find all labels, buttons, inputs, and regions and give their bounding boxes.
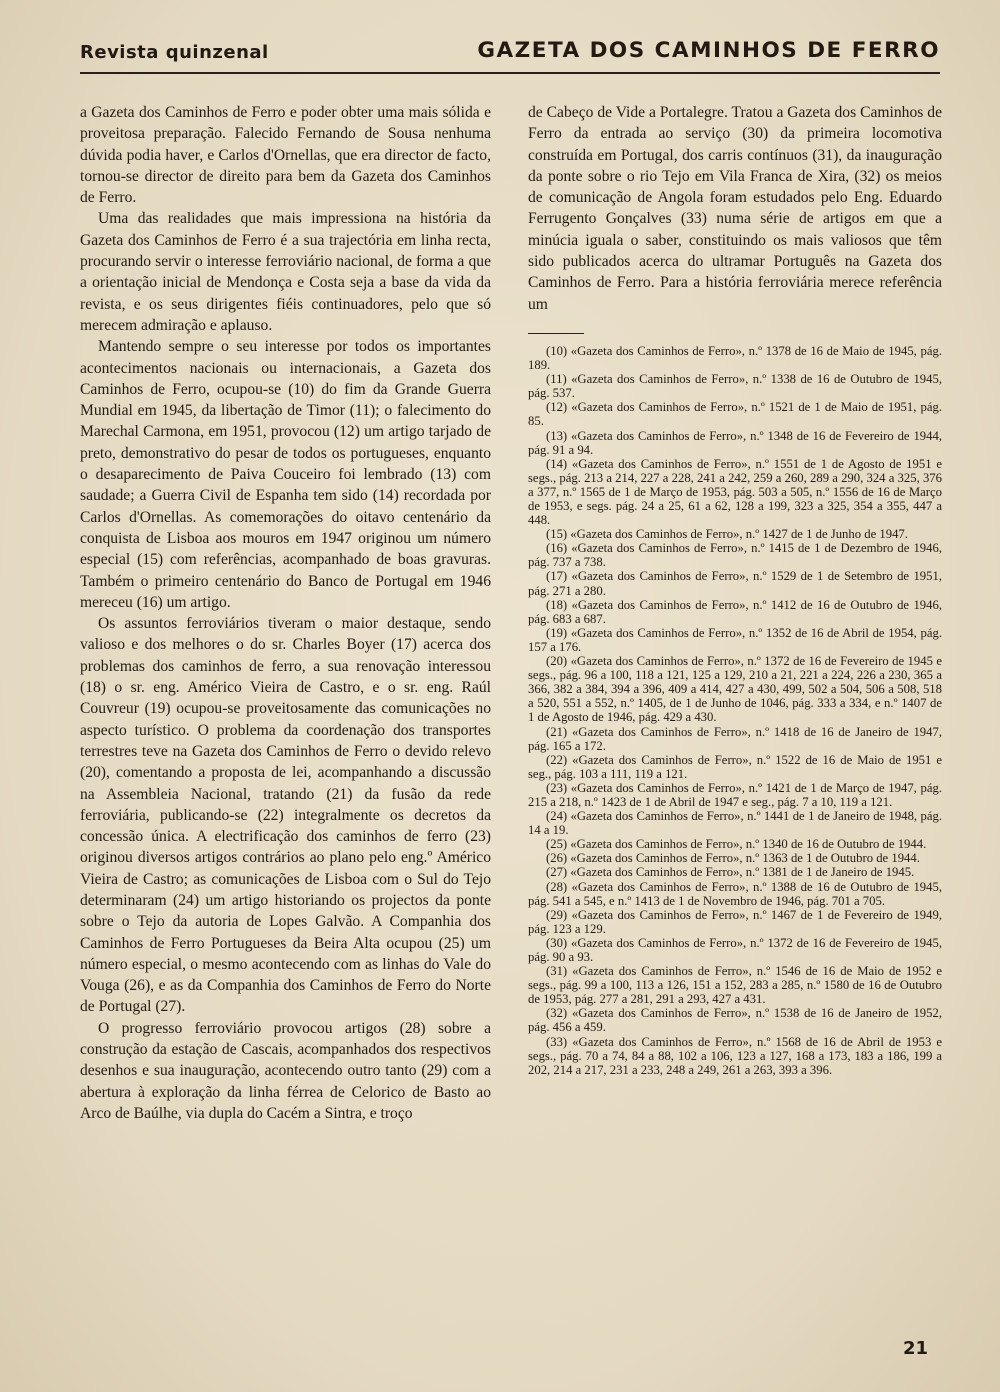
right-column [528,102,942,1077]
footnote: (12) «Gazeta dos Caminhos de Ferro», n.º 1521 de 1 de Maio de 1951, pág. 85. [528,400,942,429]
footnote: (32) «Gazeta dos Caminhos de Ferro», n.º 1538 de 16 de Janeiro de 1952, pág. 456 a 459. [528,1006,942,1035]
paragraph: O progresso ferroviário provocou artigos (28) sobre a construção da estação de Cascais, acompanhados dos respectivos desenhos e sua inauguração, acontecendo outro tanto (29) com a abertura à exploração da linha férrea de Celorico de Basto ao Arco de Baúlhe, via dupla do Cacém a Sintra, e troço [80,1019,491,1122]
footnote: (25) «Gazeta dos Caminhos de Ferro», n.º 1340 de 16 de Outubro de 1944. [546,837,927,852]
running-header [80,36,940,74]
paragraph: de Cabeço de Vide a Portalegre. Tratou a Gazeta dos Caminhos de Ferro da entrada ao serviço (30) da primeira locomotiva construída em Portugal, dos carris contínuos (31), da inauguração da ponte sobre o rio Tejo em Vila Franca de Xira, (32) os meios de comunicação de Angola foram estudados pelo Eng. Eduardo Ferrugento Gonçalves (33) numa série de artigos em que a minúcia iguala o saber, constituindo os mais valiosos que têm sido publicados acerca do ultramar Português na Gazeta dos Caminhos de Ferro. Para a história ferroviária merece referência um [528,104,942,313]
footnote: (23) «Gazeta dos Caminhos de Ferro», n.º 1421 de 1 de Março de 1947, pág. 215 a 218, n.º 1423 de 1 de Abril de 1947 e seg., pág. 7 a 10, 119 a 121. [528,780,942,809]
footnote: (20) «Gazeta dos Caminhos de Ferro», n.º 1372 de 16 de Fevereiro de 1945 e segs., pág. 96 a 100, 118 a 121, 125 a 129, 210 a 21, 221 a 224, 226 a 230, 365 a 366, 382 a 384, 394 a 396, 409 a 414, 427 a 430, 499, 502 a 504, 506 a 508, 518 a 520, 551 a 552, n.º 1405, de 1 de Junho de 1046, pág. 333 a 334, e n.º 1407 de 1 de Agosto de 1946, pág. 429 a 430. [528,654,942,725]
paragraph: a Gazeta dos Caminhos de Ferro e poder obter uma mais sólida e proveitosa preparação. Falecido Fernando de Sousa nenhuma dúvida podia haver, e Carlos d'Ornellas, que era director de facto, tornou-se director de direito para bem da Gazeta dos Caminhos de Ferro. [80,104,491,207]
footnote: (28) «Gazeta dos Caminhos de Ferro», n.º 1388 de 16 de Outubro de 1945, pág. 541 a 545, e n.º 1413 de 1 de Novembro de 1946, pág. 701 a 705. [528,879,942,908]
header-left-title: Revista quinzenal [80,42,269,63]
footnote: (26) «Gazeta dos Caminhos de Ferro», n.º 1363 de 1 de Outubro de 1944. [546,851,920,866]
footnote: (11) «Gazeta dos Caminhos de Ferro», n.º 1338 de 16 de Outubro de 1945, pág. 537. [528,372,942,401]
footnote: (24) «Gazeta dos Caminhos de Ferro», n.º 1441 de 1 de Janeiro de 1948, pág. 14 a 19. [528,809,942,838]
footnote: (15) «Gazeta dos Caminhos de Ferro», n.º 1427 de 1 de Junho de 1947. [546,527,908,542]
footnotes-divider [528,333,584,334]
page-number: 21 [902,1338,928,1359]
footnote: (27) «Gazeta dos Caminhos de Ferro», n.º 1381 de 1 de Janeiro de 1945. [546,865,915,880]
footnote: (14) «Gazeta dos Caminhos de Ferro», n.º 1551 de 1 de Agosto de 1951 e segs., pág. 213 a 214, 227 a 228, 241 a 242, 259 a 260, 289 a 290, 324 a 325, 376 a 377, n.º 1565 de 1 de Março de 1953, pág. 503 a 505, n.º 1556 de 16 de Março de 1953, e segs. pág. 24 a 25, 61 a 62, 128 a 199, 323 a 325, 354 a 355, 447 a 448. [528,456,942,528]
paragraph: Os assuntos ferroviários tiveram o maior destaque, sendo valioso e dos melhores o do sr. Charles Boyer (17) acerca dos problemas dos caminhos de ferro, a sua renovação interessou (18) o sr. eng. Américo Vieira de Castro, e o sr. eng. Raúl Couvreur (19) ocupou-se proveitosamente das comunicações no aspecto turístico. O problema da coordenação dos transportes terrestres teve na Gazeta dos Caminhos de Ferro o devido relevo (20), comentando a proposta de lei, acompanhando a discussão na Assembleia Nacional, tratando (21) da fusão da rede ferroviária, publicando-se (22) integralmente os decretos da concessão única. A electrificação dos caminhos de ferro (23) originou diversos artigos contrários ao plano pelo eng.º Américo Vieira de Castro; as comunicações de Lisboa com o Sul do Tejo determinaram (24) um artigo historiando os projectos da ponte sobre o Tejo da autoria de Lopes Galvão. A Companhia dos Caminhos de Ferro Portugueses da Beira Alta ocupou (25) um número especial, o mesmo acontecendo com as linhas do Vale do Vouga (26), e as da Companhia dos Caminhos de Ferro do Norte de Portugal (27). [80,615,491,1016]
footnote: (16) «Gazeta dos Caminhos de Ferro», n.º 1415 de 1 de Dezembro de 1946, pág. 737 a 738. [528,541,942,570]
left-column [80,102,491,1124]
footnote: (19) «Gazeta dos Caminhos de Ferro», n.º 1352 de 16 de Abril de 1954, pág. 157 a 176. [528,625,942,654]
footnote: (18) «Gazeta dos Caminhos de Ferro», n.º 1412 de 16 de Outubro de 1946, pág. 683 a 687. [528,597,942,626]
footnote: (30) «Gazeta dos Caminhos de Ferro», n.º 1372 de 16 de Fevereiro de 1945, pág. 90 a 93. [528,935,942,964]
footnote: (22) «Gazeta dos Caminhos de Ferro», n.º 1522 de 16 de Maio de 1951 e seg., pág. 103 a 111, 119 a 121. [528,752,942,781]
header-right-title: GAZETA DOS CAMINHOS DE FERRO [477,38,940,63]
footnotes [528,344,942,1077]
footnote: (10) «Gazeta dos Caminhos de Ferro», n.º 1378 de 16 de Maio de 1945, pág. 189. [528,343,942,373]
footnote: (31) «Gazeta dos Caminhos de Ferro», n.º 1546 de 16 de Maio de 1952 e segs., pág. 99 a 100, 113 a 126, 151 a 152, 283 a 285, n.º 1580 de 16 de Outubro de 1953, pág. 277 a 281, 291 a 293, 427 a 431. [528,964,942,1007]
footnote: (21) «Gazeta dos Caminhos de Ferro», n.º 1418 de 16 de Janeiro de 1947, pág. 165 a 172. [528,724,942,753]
paragraph: Uma das realidades que mais impressiona na história da Gazeta dos Caminhos de Ferro é a sua trajectória em linha recta, procurando servir o interesse ferroviário nacional, de forma a que a orientação inicial de Mendonça e Costa seja a base da vida da revista, e os seus dirigentes fiéis continuadores, pelo que só merecem admiração e aplauso. [80,210,491,334]
paragraph: Mantendo sempre o seu interesse por todos os importantes acontecimentos nacionais ou internacionais, a Gazeta dos Caminhos de Ferro, ocupou-se (10) do fim da Grande Guerra Mundial em 1945, da libertação de Timor (11); o falecimento do Marechal Carmona, em 1951, provocou (12) um artigo tarjado de preto, demonstrativo do pesar de todos os portugueses, enquanto o desaparecimento de Paiva Couceiro foi lembrado (13) com saudade; a Guerra Civil de Espanha tem sido (14) recordada por Carlos d'Ornellas. As comemorações do oitavo centenário da conquista de Lisboa aos mouros em 1947 originou um número especial (15) com referências, acompanhado de boas gravuras. Também o primeiro centenário do Banco de Portugal em 1946 mereceu (16) um artigo. [80,338,491,611]
footnote: (13) «Gazeta dos Caminhos de Ferro», n.º 1348 de 16 de Fevereiro de 1944, pág. 91 a 94. [528,428,942,457]
footnote: (17) «Gazeta dos Caminhos de Ferro», n.º 1529 de 1 de Setembro de 1951, pág. 271 a 280. [528,569,942,598]
footnote: (33) «Gazeta dos Caminhos de Ferro», n.º 1568 de 16 de Abril de 1953 e segs., pág. 70 a 74, 84 a 88, 102 a 106, 123 a 127, 168 a 173, 183 a 186, 199 a 202, 214 a 217, 231 a 233, 248 a 249, 261 a 263, 393 a 396. [528,1034,942,1077]
footnote: (29) «Gazeta dos Caminhos de Ferro», n.º 1467 de 1 de Fevereiro de 1949, pág. 123 a 129. [528,907,942,936]
